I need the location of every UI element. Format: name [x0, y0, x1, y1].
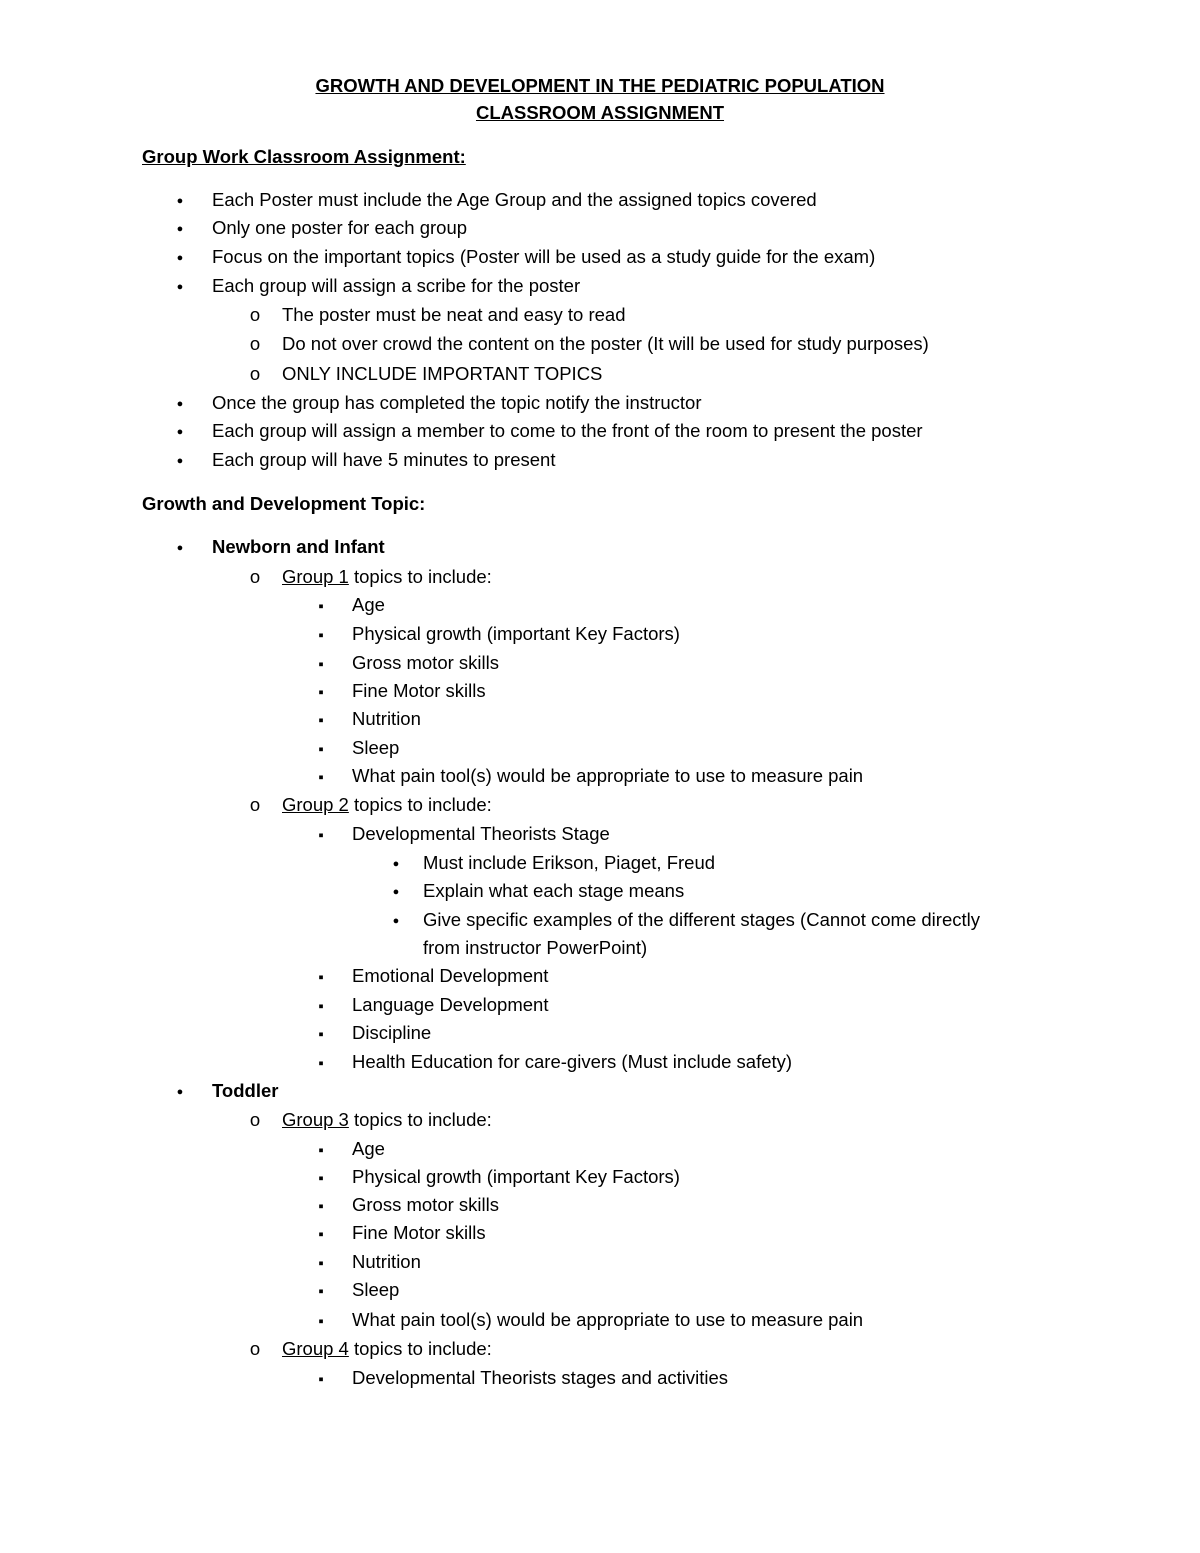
list-item: Developmental Theorists Stage [352, 823, 610, 844]
square-bullet-icon [307, 1279, 335, 1303]
list-item: Nutrition [352, 708, 421, 729]
list-item: Developmental Theorists stages and activities [352, 1367, 729, 1388]
sub-bullet-marker: o [249, 794, 261, 815]
sub-bullet-marker: o [249, 363, 261, 384]
square-bullet-icon [307, 1194, 335, 1218]
bullet-icon [166, 1080, 194, 1105]
group-2-name: Group 2 [282, 794, 349, 815]
bullet-icon [166, 449, 194, 474]
list-item: Focus on the important topics (Poster will be used as a study guide for the exam) [212, 246, 876, 267]
bullet-icon [382, 880, 410, 905]
bullet-icon [166, 392, 194, 417]
list-item: The poster must be neat and easy to read [282, 304, 626, 325]
list-item: Age [352, 1138, 385, 1159]
document-subtitle: CLASSROOM ASSIGNMENT [475, 102, 725, 123]
square-bullet-icon [307, 652, 335, 676]
group-1-line [282, 566, 492, 588]
list-item: Do not over crowd the content on the poster (It will be used for study purposes) [282, 333, 929, 354]
square-bullet-icon [307, 1022, 335, 1046]
topics-to-include: topics to include: [348, 1338, 492, 1359]
square-bullet-icon [307, 1367, 335, 1391]
list-item: Sleep [352, 1279, 400, 1300]
square-bullet-icon [307, 965, 335, 989]
square-bullet-icon [307, 765, 335, 789]
list-item: Only one poster for each group [212, 217, 468, 238]
group-4-name: Group 4 [282, 1338, 349, 1359]
list-item: Must include Erikson, Piaget, Freud [423, 852, 716, 873]
topics-to-include: topics to include: [348, 1109, 492, 1130]
bullet-icon [166, 536, 194, 561]
age-group-toddler: Toddler [212, 1080, 279, 1101]
list-item: Each group will assign a scribe for the poster [212, 275, 581, 296]
list-item: What pain tool(s) would be appropriate to use to measure pain [352, 1309, 864, 1330]
list-item: Each group will assign a member to come to the front of the room to present the poster [212, 420, 923, 441]
group-3-name: Group 3 [282, 1109, 349, 1130]
group-work-heading: Group Work Classroom Assignment: [142, 146, 466, 167]
square-bullet-icon [307, 1051, 335, 1075]
square-bullet-icon [307, 623, 335, 647]
square-bullet-icon [307, 1166, 335, 1190]
square-bullet-icon [307, 823, 335, 847]
square-bullet-icon [307, 1309, 335, 1333]
bullet-icon [166, 189, 194, 214]
bullet-icon [166, 217, 194, 242]
list-item: Each Poster must include the Age Group and the assigned topics covered [212, 189, 817, 210]
bullet-icon [382, 909, 410, 934]
bullet-icon [166, 275, 194, 300]
sub-bullet-marker: o [249, 1338, 261, 1359]
topics-to-include: topics to include: [348, 566, 492, 587]
topics-to-include: topics to include: [348, 794, 492, 815]
list-item: Age [352, 594, 385, 615]
list-item: Give specific examples of the different stages (Cannot come directly [423, 909, 980, 930]
document-title: GROWTH AND DEVELOPMENT IN THE PEDIATRIC POPULATION [315, 75, 885, 96]
list-item: Once the group has completed the topic notify the instructor [212, 392, 702, 413]
list-item: ONLY INCLUDE IMPORTANT TOPICS [282, 363, 603, 384]
list-item: Each group will have 5 minutes to present [212, 449, 556, 470]
list-item: Nutrition [352, 1251, 421, 1272]
sub-bullet-marker: o [249, 333, 261, 354]
bullet-icon [166, 246, 194, 271]
sub-bullet-marker: o [249, 1109, 261, 1130]
square-bullet-icon [307, 1222, 335, 1246]
list-item: Physical growth (important Key Factors) [352, 623, 680, 644]
bullet-icon [382, 852, 410, 877]
list-item: Gross motor skills [352, 1194, 499, 1215]
group-3-line [282, 1109, 492, 1131]
list-item: Fine Motor skills [352, 1222, 486, 1243]
sub-bullet-marker: o [249, 304, 261, 325]
list-item: Sleep [352, 737, 400, 758]
bullet-icon [166, 420, 194, 445]
list-item: Language Development [352, 994, 549, 1015]
list-item: Discipline [352, 1022, 432, 1043]
square-bullet-icon [307, 680, 335, 704]
square-bullet-icon [307, 594, 335, 618]
list-item-continuation: from instructor PowerPoint) [423, 937, 648, 958]
group-2-line [282, 794, 492, 816]
list-item: Health Education for care-givers (Must include safety) [352, 1051, 793, 1072]
list-item: Fine Motor skills [352, 680, 486, 701]
square-bullet-icon [307, 994, 335, 1018]
group-4-line [282, 1338, 492, 1360]
sub-bullet-marker: o [249, 566, 261, 587]
square-bullet-icon [307, 737, 335, 761]
list-item: Physical growth (important Key Factors) [352, 1166, 680, 1187]
age-group-newborn: Newborn and Infant [212, 536, 385, 557]
list-item: Explain what each stage means [423, 880, 685, 901]
list-item: Emotional Development [352, 965, 549, 986]
list-item: What pain tool(s) would be appropriate to use to measure pain [352, 765, 864, 786]
list-item: Gross motor skills [352, 652, 499, 673]
square-bullet-icon [307, 708, 335, 732]
square-bullet-icon [307, 1138, 335, 1162]
topic-heading: Growth and Development Topic: [142, 493, 426, 514]
square-bullet-icon [307, 1251, 335, 1275]
group-1-name: Group 1 [282, 566, 349, 587]
